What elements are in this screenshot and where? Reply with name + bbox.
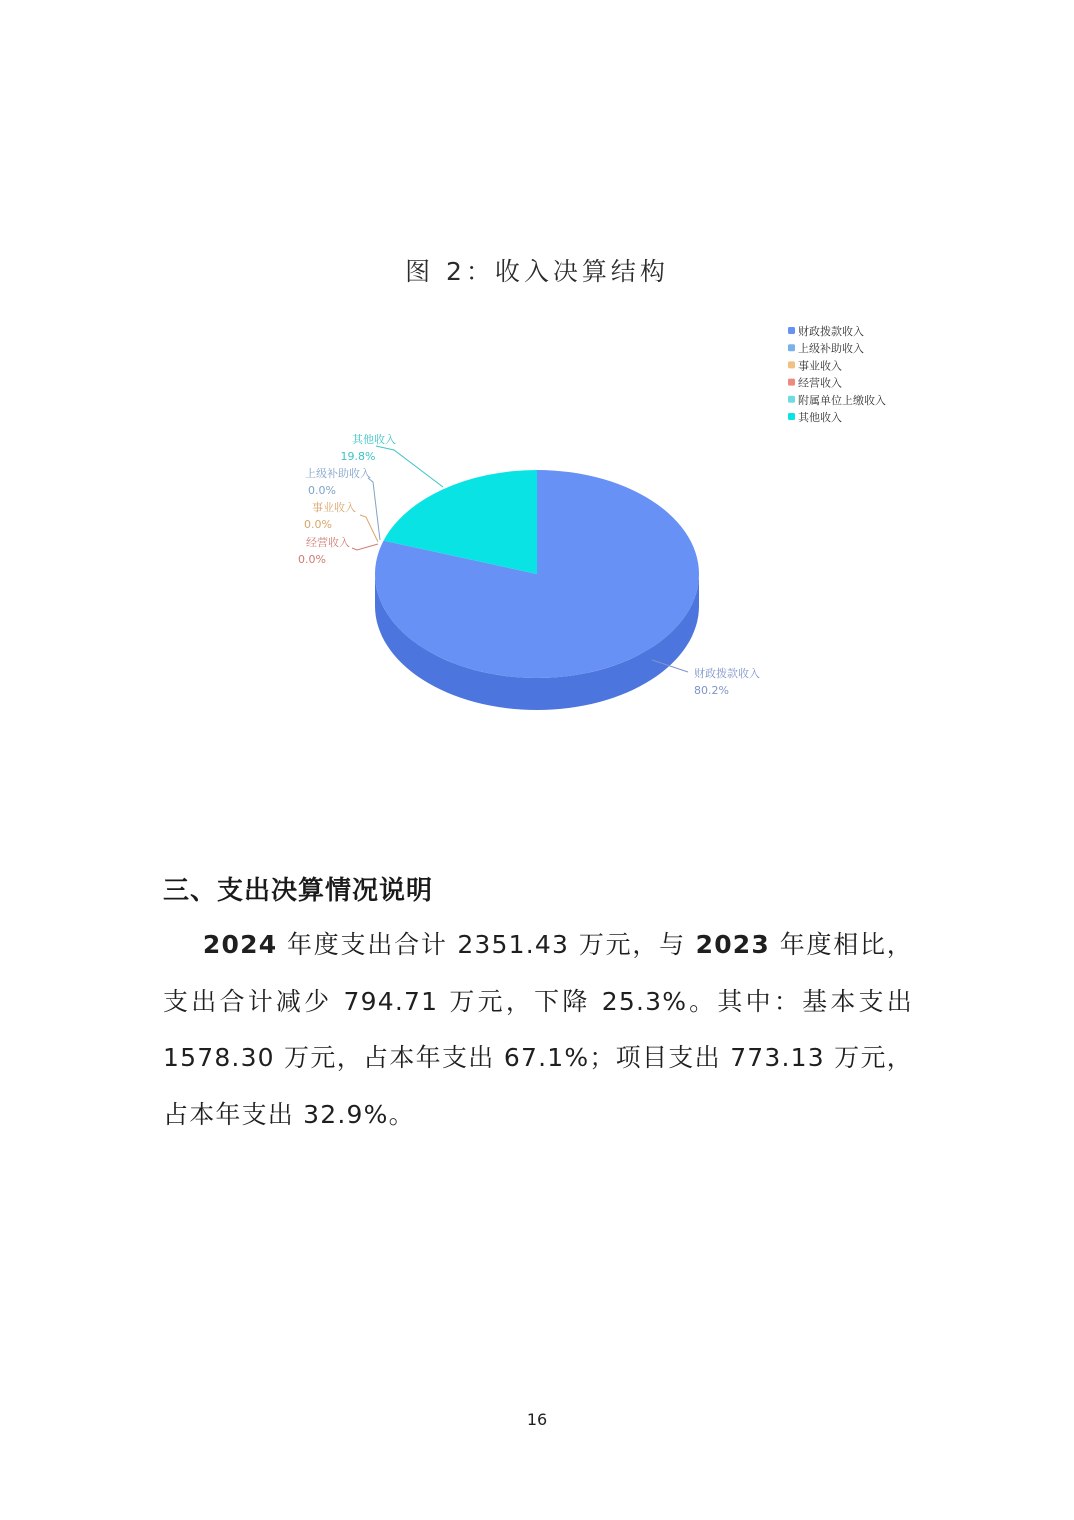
legend bbox=[788, 324, 886, 424]
year-2023: 2023 bbox=[695, 930, 770, 959]
slice-0-label-value: 80.2% bbox=[694, 684, 729, 697]
slice-1-label-name: 上级补助收入 bbox=[305, 467, 371, 480]
slice-5-legend-swatch bbox=[788, 413, 795, 420]
slice-3-label-name: 经营收入 bbox=[306, 536, 350, 549]
slice-0-legend-swatch bbox=[788, 327, 795, 334]
slice-2-label-name: 事业收入 bbox=[312, 501, 356, 514]
paragraph-text-1: 年度支出合计 2351.43 万元，与 bbox=[287, 930, 686, 959]
section-paragraph bbox=[163, 917, 913, 1143]
slice-2-legend-label: 事业收入 bbox=[798, 359, 842, 373]
slice-2-label-value: 0.0% bbox=[304, 518, 332, 531]
slice-1-legend-swatch bbox=[788, 344, 795, 351]
slice-1-legend-label: 上级补助收入 bbox=[798, 342, 864, 356]
slice-1-leader-line bbox=[368, 478, 380, 540]
slice-3-label-value: 0.0% bbox=[298, 553, 326, 566]
paragraph-text-2: 年度相比，支出合计减少 794.71 万元，下降 25.3%。其中：基本支出 1578.30 万元，占本年支出 67.1%；项目支出 773.13 万元，占本年支出 32.9%。 bbox=[163, 930, 913, 1129]
slice-2-legend-swatch bbox=[788, 361, 795, 368]
slice-5-label-name: 其他收入 bbox=[352, 433, 396, 446]
slice-4-legend-label: 附属单位上缴收入 bbox=[798, 393, 886, 407]
slice-0-label-name: 财政拨款收入 bbox=[694, 667, 760, 680]
year-2024: 2024 bbox=[202, 930, 278, 959]
page-number: 16 bbox=[526, 1410, 548, 1429]
slice-5-legend-label: 其他收入 bbox=[798, 411, 842, 424]
slice-3-legend-swatch bbox=[788, 379, 795, 386]
slice-2-leader-line bbox=[360, 515, 378, 542]
slice-5-label-value: 19.8% bbox=[340, 450, 376, 463]
pie-top-layer bbox=[375, 470, 699, 678]
slice-5-leader-line bbox=[376, 446, 443, 487]
slice-4-legend-swatch bbox=[788, 396, 795, 403]
pie-chart bbox=[0, 300, 1074, 760]
slice-3-legend-label: 经营收入 bbox=[798, 376, 842, 390]
slice-0-legend-label: 财政拨款收入 bbox=[798, 325, 864, 338]
section-heading: 三、支出决算情况说明 bbox=[163, 876, 434, 906]
figure-title: 图 2：收入决算结构 bbox=[405, 257, 669, 286]
slice-3-leader-line bbox=[352, 544, 378, 550]
slice-1-label-value: 0.0% bbox=[308, 484, 336, 497]
